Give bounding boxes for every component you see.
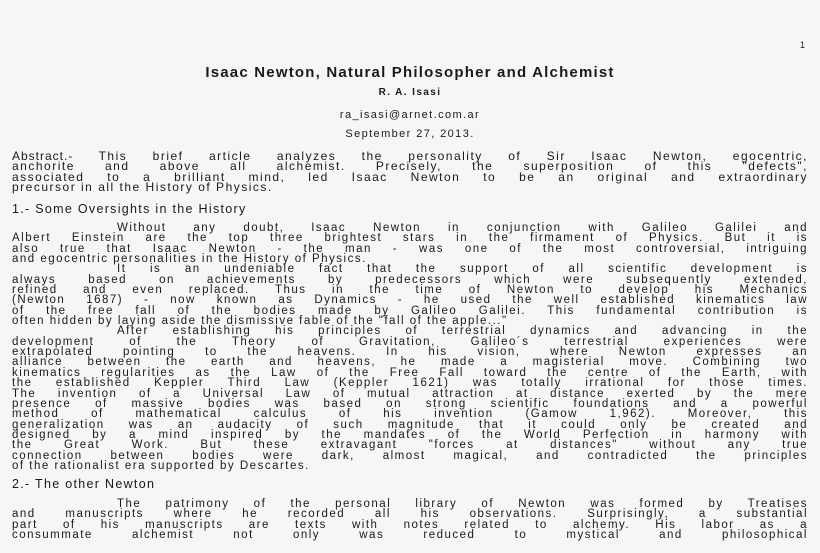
section-body (12, 223, 808, 471)
text-line: Without any doubt, Isaac Newton in conjunction with Galileo Galilei and (117, 222, 808, 234)
text-line: kinematics regularities as the Law of the Free Fall toward the centre of the Earth, with (12, 366, 808, 379)
abstract (12, 149, 809, 195)
document-title: Isaac Newton, Natural Philosopher and Alchemist (205, 64, 615, 81)
text-line: part of his manuscripts are texts with notes related to alchemy. His labor as a (12, 518, 808, 531)
text-line: The patrimony of the personal library of Newton was formed by Treatises (117, 498, 808, 510)
author-email: ra_isasi@arnet.com.ar (339, 109, 481, 121)
section-heading: 1.- Some Oversights in the History (12, 202, 247, 216)
abstract-line: precursor in all the History of Physics. (12, 180, 273, 195)
text-line: development of the Theory of Gravitation, Galileo´s terrestrial experiences were (12, 335, 808, 348)
text-line: generalization was an audacity of such magnitude that it could only be created and (12, 418, 808, 431)
text-line: extrapolated pointing to the heavens. In his vision, where Newton expresses an (12, 346, 808, 359)
text-line: alliance between the earth and heavens, he made a magisterial move. Combining two (12, 356, 808, 369)
text-line: and egocentric personalities in the History of Physics. (12, 253, 367, 266)
text-line: always based on achievements by predecessors which were subsequently extended, (12, 273, 808, 286)
text-line: After establishing his principles of terrestrial dynamics and advancing in the (117, 325, 808, 338)
text-line: often hidden by laying aside the dismissive fable of the "fall of the apple..." (12, 315, 508, 328)
abstract-line: associated to a brilliant mind, led Isaac Newton to be an original and extraordinary (12, 169, 808, 184)
text-line: also true that Isaac Newton - the man - was one of the most controversial, intriguing (12, 242, 808, 255)
abstract-line: anchorite and above all alchemist. Precisely, the superposition of this "defects", (12, 159, 808, 174)
text-line: designed by a mind inspired by the mandates of the World Perfection in harmony with (12, 428, 808, 441)
text-line: refined and even replaced. Thus in the time of Newton to develop his Mechanics (12, 284, 808, 297)
abstract-label: Abstract.- (12, 149, 74, 163)
section-body (12, 499, 808, 540)
text-line: connection between bodies were dark, almost magical, and contradicted the principles (12, 449, 808, 462)
text-line: Albert Einstein are the top three brightest stars in the firmament of Physics. But it is (12, 232, 808, 245)
text-line: presence of massive bodies was based on strong scientific foundations and a powerful (12, 397, 808, 410)
author: R. A. Isasi (378, 87, 442, 98)
page-number: 1 (800, 40, 806, 50)
text-line: of the free fall of the bodies made by Galileo Galilei. This fundamental contribution is (12, 304, 808, 317)
text-line: It is an undeniable fact that the support of all scientific development is (117, 263, 808, 276)
text-line: the established Keppler Third Law (Keppler 1621) was totally irrational for those times. (12, 377, 808, 390)
date: September 27, 2013. (345, 128, 475, 140)
section-heading: 2.- The other Newton (12, 477, 156, 491)
text-line: and manuscripts where he recorded all his observations. Surprisingly, a substantial (12, 508, 808, 521)
text-line: consummate alchemist not only was reduced to mystical and philosophical (12, 529, 808, 542)
text-line: of the rationalist era supported by Descartes. (12, 459, 310, 472)
text-line: the Great Work. But these extravagant "forces at distances" without any true (12, 439, 808, 452)
text-line: (Newton 1687) - now known as Dynamics - he used the well established kinematics law (12, 294, 808, 307)
text-line: method of mathematical calculus of his invention (Gamow 1,962). Moreover, this (12, 408, 808, 421)
text-line: The invention of a Universal Law of mutual attraction at distance exerted by the mere (12, 387, 808, 400)
abstract-text: This brief article analyzes the personality of Sir Isaac Newton, egocentric, (98, 149, 809, 163)
